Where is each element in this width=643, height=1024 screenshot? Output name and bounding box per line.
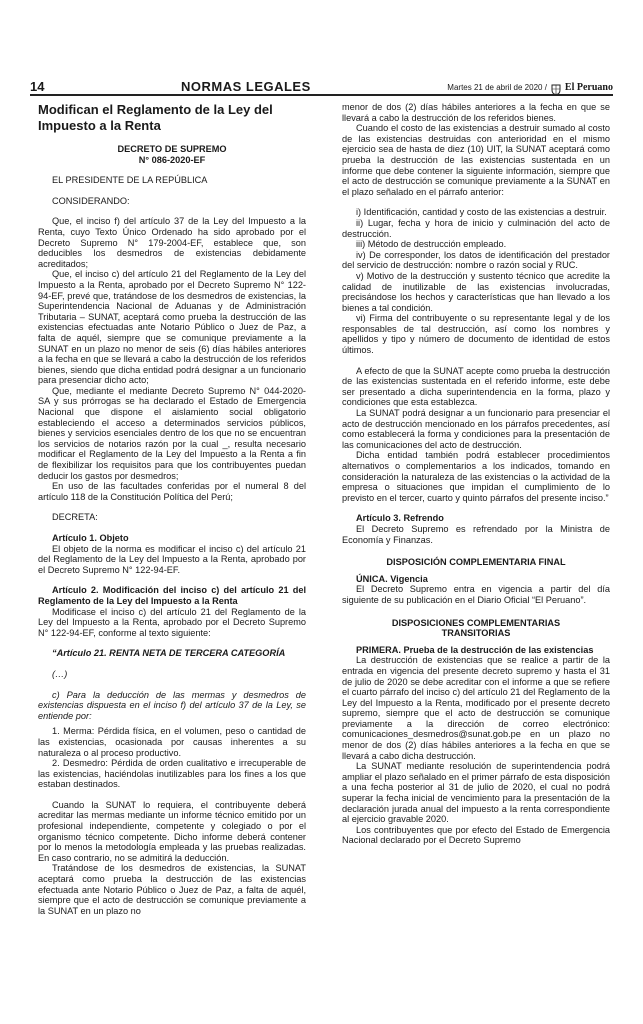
page-number: 14 <box>30 79 45 94</box>
paragraph: La SUNAT podrá designar a un funcionario para presenciar el acto de destrucción mencionado en los párrafos precedentes, así como establecerá la forma y condiciones para la presentación de las comunicaciones del acto de destrucción. <box>342 408 610 450</box>
paragraph: Que, el inciso f) del artículo 37 de la Ley del Impuesto a la Renta, cuyo Texto Único Ordenado ha sido aprobado por el Decreto Supremo N° 179-2004-EF, establece que, son deducibles los desmedros de existencias debidamente acreditados; <box>38 216 306 269</box>
decree-heading: DECRETO DE SUPREMO <box>117 144 227 154</box>
primera-title: PRIMERA. Prueba de la destrucción de las existencias <box>356 644 594 655</box>
article-2-text: Modificase el inciso c) del artículo 21 del Reglamento de la Ley del Impuesto a la Renta, aprobado por el Decreto Supremo N° 122-94-EF, conforme al texto siguiente: <box>38 606 306 638</box>
transitory-provisions-heading: DISPOSICIONES COMPLEMENTARIAS <box>391 617 561 628</box>
newspaper-logo: El Peruano <box>564 82 613 93</box>
paragraph: La SUNAT mediante resolución de superintendencia podrá ampliar el plazo señalado en el primer párrafo de esta disposición a una fecha posterior al 31 de julio de 2020, el cual no podrá superar la fecha inicial de vencimiento para la presentación de la declaración jurada anual del impuesto a la renta correspondiente al ejercicio gravable 2020. <box>342 761 610 825</box>
paragraph: menor de dos (2) días hábiles anteriores a la fecha en que se llevará a cabo la destrucción de los referidos bienes. <box>342 102 610 123</box>
paragraph: Dicha entidad también podrá establecer procedimientos alternativos o complementarios a los indicados, tomando en consideración la naturaleza de las existencias o la actividad de la empresa o situaciones que impidan el cumplimiento de lo previsto en el tercer, cuarto y quinto párrafos del presente inciso.” <box>342 450 610 503</box>
list-item: iv) De corresponder, los datos de identificación del prestador del servicio de destrucción: nombre o razón social y RUC. <box>342 249 610 271</box>
final-provision-heading: DISPOSICIÓN COMPLEMENTARIA FINAL <box>386 557 566 568</box>
page-header <box>30 78 613 96</box>
list-item: i) Identificación, cantidad y costo de las existencias a destruir. <box>356 207 607 218</box>
left-column <box>38 102 306 916</box>
decree-number: N° 086-2020-EF <box>138 154 206 165</box>
primera-text: La destrucción de existencias que se realice a partir de la entrada en vigencia del presente decreto supremo y hasta el 31 de julio de 2020 se debe acreditar con el informe a que se refiere el cuarto párrafo del inciso c) del artículo 21 del Reglamento de la Ley del Impuesto a la Renta, modificado por el presente decreto supremo, siempre que el acto de destrucción se comunique previamente a la dirección de correo electrónico: comunicaciones_desmedros@sunat.gob.pe en un plazo no menor de dos (2) días hábiles anteriores a la fecha en que se llevará a cabo dicha destrucción. <box>342 655 610 761</box>
paragraph: Que, mediante el mediante Decreto Supremo N° 044-2020-SA y sus prórrogas se ha declarado el Estado de Emergencia Nacional que dispone el aislamiento social obligatorio estableciendo el acceso a determinados servicios públicos, bienes y servicios esenciales dentro de los que no se encuentran los servicios de notarios razón por la cual _, resulta necesario modificar el Reglamento de la Ley del Impuesto a la Renta a fin de flexibilizar los requisitos para que los contribuyentes puedan deducir los gastos por desmedros; <box>38 385 306 481</box>
list-item: ii) Lugar, fecha y hora de inicio y culminación del acto de destrucción. <box>342 217 610 239</box>
transitory-provisions-heading-2: TRANSITORIAS <box>441 628 511 639</box>
unica-title: ÚNICA. Vigencia <box>356 573 428 584</box>
president-line: EL PRESIDENTE DE LA REPÚBLICA <box>52 175 208 186</box>
article-3-title: Artículo 3. Refrendo <box>356 513 444 524</box>
paragraph: A efecto de que la SUNAT acepte como prueba la destrucción de las existencias sustentada en el referido informe, este debe ser presentado a dicha superintendencia en la forma, plazo y condiciones que esta establezca. <box>342 365 610 408</box>
ellipsis: (…) <box>52 668 68 679</box>
article-2-title: Artículo 2. Modificación del inciso c) del artículo 21 del Reglamento de la Ley del Impuesto a la Renta <box>38 585 306 606</box>
list-item: iii) Método de destrucción empleado. <box>356 239 507 250</box>
paragraph: Cuando el costo de las existencias a destruir sumado al costo de las existencias destruidas con anterioridad en el mismo ejercicio sea de hasta de diez (10) UIT, la SUNAT aceptará como prueba la destrucción de las existencias sustentada en un informe que debe contener la siguiente información, siempre que el acto de destrucción se comunique previamente a la SUNAT en el plazo señalado en el párrafo anterior: <box>342 123 610 197</box>
coat-of-arms-icon <box>551 84 561 95</box>
paragraph: Cuando la SUNAT lo requiera, el contribuyente deberá acreditar las mermas mediante un informe técnico emitido por un profesional independiente, competente y colegiado o por el organismo técnico competente. Dicho informe deberá contener por lo menos la metodología empleada y las pruebas realizadas. En caso contrario, no se admitirá la deducción. <box>38 799 306 863</box>
list-item: vi) Firma del contribuyente o su representante legal y de los responsables de tal destrucción, así como los nombres y apellidos y tipo y número de documento de identidad de estos últimos. <box>342 313 610 356</box>
unica-text: El Decreto Supremo entra en vigencia a partir del día siguiente de su publicación en el Diario Oficial “El Peruano”. <box>342 584 610 605</box>
paragraph: Tratándose de los desmedros de existencias, la SUNAT aceptará como prueba la destrucción de las existencias efectuada ante Notario Público o Juez de Paz, a falta de aquél, siempre que el acto de destrucción se comunique previamente a la SUNAT en un plazo no <box>38 863 306 916</box>
definition-merma: 1. Merma: Pérdida física, en el volumen, peso o cantidad de las existencias, ocasionada por causas inherentes a su naturaleza o al proceso productivo. <box>38 726 306 758</box>
quoted-article-title: “Artículo 21. RENTA NETA DE TERCERA CATEGORÍA <box>52 648 286 659</box>
right-column <box>342 102 610 846</box>
article-1-text: El objeto de la norma es modificar el inciso c) del artículo 21 del Reglamento de la Ley del Impuesto a la Renta, aprobado por el Decreto Supremo N° 122-94-EF. <box>38 543 306 575</box>
header-right <box>447 82 613 94</box>
publication-name: NORMAS LEGALES <box>180 79 311 94</box>
publication-date: Martes 21 de abril de 2020 / <box>447 83 547 92</box>
list-item: v) Motivo de la destrucción y sustento técnico que acredite la calidad de inutilizable de las existencias involucradas, precisándose los hechos y características que han llevado a los bienes a tal condición. <box>342 270 610 313</box>
paragraph: Que, el inciso c) del artículo 21 del Reglamento de la Ley del Impuesto a la Renta, aprobado por el Decreto Supremo N° 122-94-EF, prevé que, tratándose de los desmedros de existencias, la Superintendencia Nacional de Aduanas y de Administración Tributaria – SUNAT, aceptará como prueba la destrucción de las existencias efectuadas ante Notario Público o Juez de Paz, a falta de aquél, siempre que se comunique previamente a la SUNAT en un plazo no menor de seis (6) días hábiles anteriores a la fecha en que se llevará a cabo la destrucción de los referidos bienes, siendo que dicha entidad podrá designar a un funcionario para presenciar dicho acto; <box>38 269 306 386</box>
decreta-heading: DECRETA: <box>52 512 98 523</box>
definition-desmedro: 2. Desmedro: Pérdida de orden cualitativo e irrecuperable de las existencias, haciéndolas inutilizables para los fines a los que estaban destinados. <box>38 758 306 790</box>
quoted-clause-c: c) Para la deducción de las mermas y desmedros de existencias dispuesta en el inciso f) del artículo 37 de la Ley, se entiende por: <box>38 689 306 721</box>
article-title: Modifican el Reglamento de la Ley del Impuesto a la Renta <box>38 102 273 133</box>
article-3-text: El Decreto Supremo es refrendado por la Ministra de Economía y Finanzas. <box>342 523 610 545</box>
considerando-heading: CONSIDERANDO: <box>52 195 130 206</box>
paragraph: Los contribuyentes que por efecto del Estado de Emergencia Nacional declarado por el Decreto Supremo <box>342 824 610 846</box>
paragraph: En uso de las facultades conferidas por el numeral 8 del artículo 118 de la Constitución Política del Perú; <box>38 481 306 502</box>
article-1-title: Artículo 1. Objeto <box>52 533 129 543</box>
